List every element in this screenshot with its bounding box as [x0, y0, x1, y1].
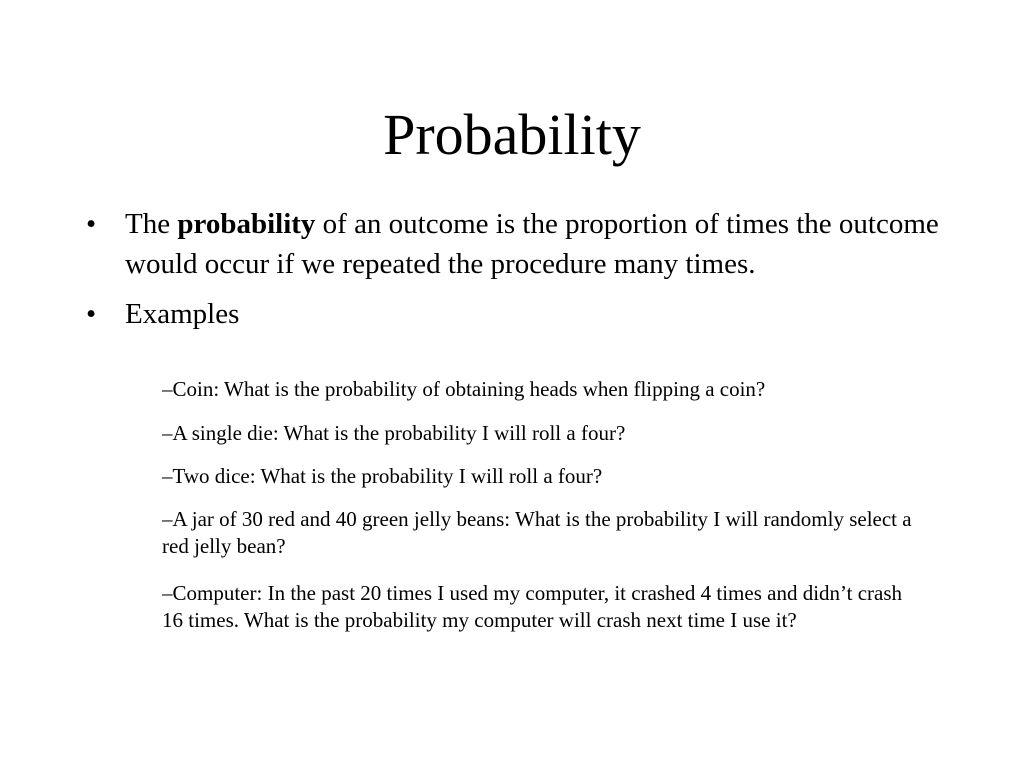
example-jelly-beans: –A jar of 30 red and 40 green jelly beans: What is the probability I will randomly select a red jelly bean?: [162, 507, 912, 558]
examples-list: [162, 376, 912, 634]
bullet-examples: [86, 294, 946, 334]
bullet-marker: •: [86, 298, 97, 330]
example-computer: –Computer: In the past 20 times I used my computer, it crashed 4 times and didn’t crash 16 times. What is the probability my computer will crash next time I use it?: [162, 581, 903, 632]
bullet-list: [86, 204, 946, 334]
example-two-dice: –Two dice: What is the probability I will roll a four?: [162, 464, 603, 488]
example-coin: –Coin: What is the probability of obtaining heads when flipping a coin?: [162, 377, 766, 401]
definition-prefix: The: [125, 208, 178, 240]
probability-term: probability: [177, 208, 316, 240]
definition-text: of an outcome is the proportion of times the outcome would occur if we repeated the procedure many times.: [125, 208, 939, 280]
slide-title: Probability: [383, 102, 641, 167]
bullet-marker: •: [86, 208, 97, 240]
example-single-die: –A single die: What is the probability I will roll a four?: [162, 421, 626, 445]
bullet-definition: [86, 204, 946, 284]
examples-heading: Examples: [125, 298, 240, 330]
